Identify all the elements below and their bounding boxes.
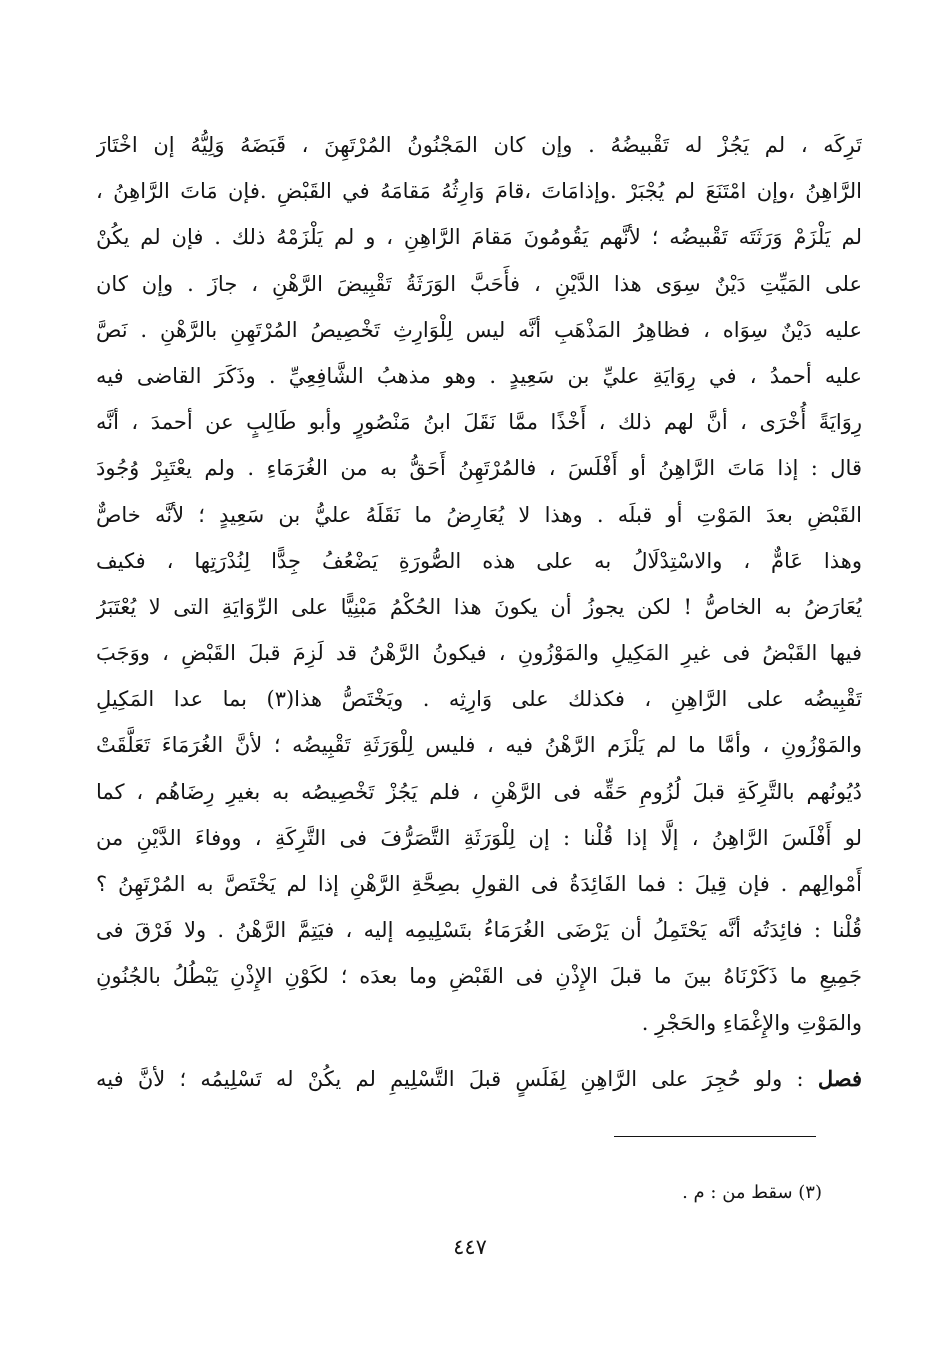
fasl-paragraph-line xyxy=(96,1056,862,1102)
text-line: فيها القَبْضُ فى غيرِ المَكِيلِ والمَوْزُونِ ، فيكونُ الرَّهْنُ قد لَزِمَ قبلَ القَبْضِ ، ووَجَبَ xyxy=(96,641,862,666)
text-line: لم يَلْزَمْ وَرَثَتَه تَقْبيضُه ؛ لأنَّهم يَقُومُونَ مَقامَ الرَّاهِنِ ، و لم يَلْزَمْهُ ذلك . فإن لم يكُنْ xyxy=(96,225,862,250)
text-line: تَرِكَه ، لم يَجُزْ له تَقْبيضُهُ . وإن كان المَجْنُونُ المُرْتَهِنَ ، قَبَضَهُ وَلِيُّهُ إن اخْتَارَ xyxy=(96,133,862,157)
main-text-block xyxy=(96,122,862,1102)
text-line: والمَوْتِ والإِغْمَاءِ والحَجْرِ . xyxy=(641,1010,862,1035)
text-line: أَمْوالِهم . فإن قِيلَ : فما الفَائِدَةُ فى القولِ بصِحَّةِ الرَّهْنِ إذا لم يَخْتَصَّ به المُرْتَهِنُ ؟ xyxy=(96,872,862,896)
fasl-heading: فصل xyxy=(817,1065,862,1091)
text-line: قُلْنا : فائِدَتُه أنَّه يَحْتَمِلُ أن يَرْضَى الغُرَمَاءُ بتَسْلِيمِه إليه ، فيَتِمَّ الرَّهْنُ . ولا فَرْقَ فى xyxy=(96,918,862,943)
text-line: رِوَايَةً أُخْرَى ، أنَّ لهم ذلك ، أَخْذًا ممَّا نَقَلَ ابنُ مَنْصُورٍ وأبو طَالِبٍ عن أحمدَ ، أنَّه xyxy=(96,410,862,435)
text-line: القَبْضِ بعدَ المَوْتِ أو قبلَه . وهذا لا يُعَارِضُ ما نَقَلَهُ عليُّ بن سَعِيدٍ ؛ لأنَّه خاصٌّ xyxy=(96,502,862,527)
text-line: الرَّاهِنُ ،وإن امْتَنَعَ لم يُجْبَرْ .وإذامَاتَ ،قامَ وَارِثُهُ مَقامَهُ في القَبْضِ .فإن مَاتَ الرَّاهِنُ ، xyxy=(96,179,862,204)
text-line: تَقْبِيضُه على الرَّاهِنِ ، فكذلك على وَارِثِه . ويَخْتَصُّ هذا(٣) بما عدا المَكِيلِ xyxy=(96,687,862,712)
text-line: دُيُونُهم بالتَّرِكَةِ قبلَ لُزُومِ حَقِّه فى الرَّهْنِ ، فلم يَجُزْ تَخْصِيصُه به بغيرِ رِضَاهُم ، كما xyxy=(96,779,862,804)
footnote: (٣) سقط من : م . xyxy=(682,1182,822,1203)
footnote-divider xyxy=(614,1136,816,1137)
text-line: قال : إذا مَاتَ الرَّاهِنُ أو أَفْلَسَ ، فالمُرْتَهِنُ أَحَقُّ به من الغُرَمَاءِ . ولم يعْتَبِرْ وُجُودَ xyxy=(96,456,862,481)
text-line: على المَيِّتِ دَيْنٌ سِوَى هذا الدَّيْنِ ، فأَحَبَّ الوَرَثَةُ تَقْبِيضَ الرَّهْنِ ، جازَ . وإن كان xyxy=(96,271,862,296)
paragraph-gap xyxy=(96,1046,862,1056)
text-line: يُعَارَضُ به الخاصُّ ! لكن يجوزُ أن يكونَ هذا الحُكْمُ مَبْنِيًّا على الرِّوَايَةِ التى لا يُعْتَبَرُ xyxy=(96,594,862,619)
text-line: وهذا عَامٌّ ، والاسْتِدْلَالُ به على هذه الصُّورَةِ يَضْعُفُ جِدًّا لِنُدْرَتِها ، فكيف xyxy=(96,548,862,573)
text-line: عليه دَيْنٌ سِوَاه ، فظاهِرُ المَذْهَبِ أنَّه ليس لِلْوَارِثِ تَخْصِيصُ المُرْتَهِنِ بالرَّهْنِ . نَصَّ xyxy=(96,317,862,342)
text-line: لو أَفْلَسَ الرَّاهِنُ ، إلَّا إذا قُلْنا : إن لِلْوَرَثَةِ التَّصَرُّفَ فى التَّرِكَةِ ، ووفاءَ الدَّيْنِ من xyxy=(96,825,862,850)
fasl-text: : ولو حُجِرَ على الرَّاهِنِ لِفَلَسٍ قبلَ التَّسْلِيمِ لم يكُنْ له تَسْلِيمُه ؛ لأنَّ فيه xyxy=(96,1066,804,1091)
text-line: عليه أحمدُ ، في رِوَايَةِ عليِّ بن سَعِيدٍ . وهو مذهبُ الشَّافِعِيِّ . وذَكَرَ القاضى فيه xyxy=(96,363,862,388)
page-number: ٤٤٧ xyxy=(453,1235,487,1259)
text-line: والمَوْزُونِ ، وأمَّا ما لم يَلْزَم الرَّهْنُ فيه ، فليس لِلْوَرَثَةِ تَقْبِيضُه ؛ لأنَّ الغُرَمَاءَ تَعَلَّقَتْ xyxy=(96,733,862,758)
text-line: جَمِيعِ ما ذَكَرْنَاهُ بينَ ما قبلَ الإِذْنِ فى القَبْضِ وما بعدَه ؛ لكَوْنِ الإِذْنِ يَبْطُلُ بالجُنُونِ xyxy=(96,964,862,989)
